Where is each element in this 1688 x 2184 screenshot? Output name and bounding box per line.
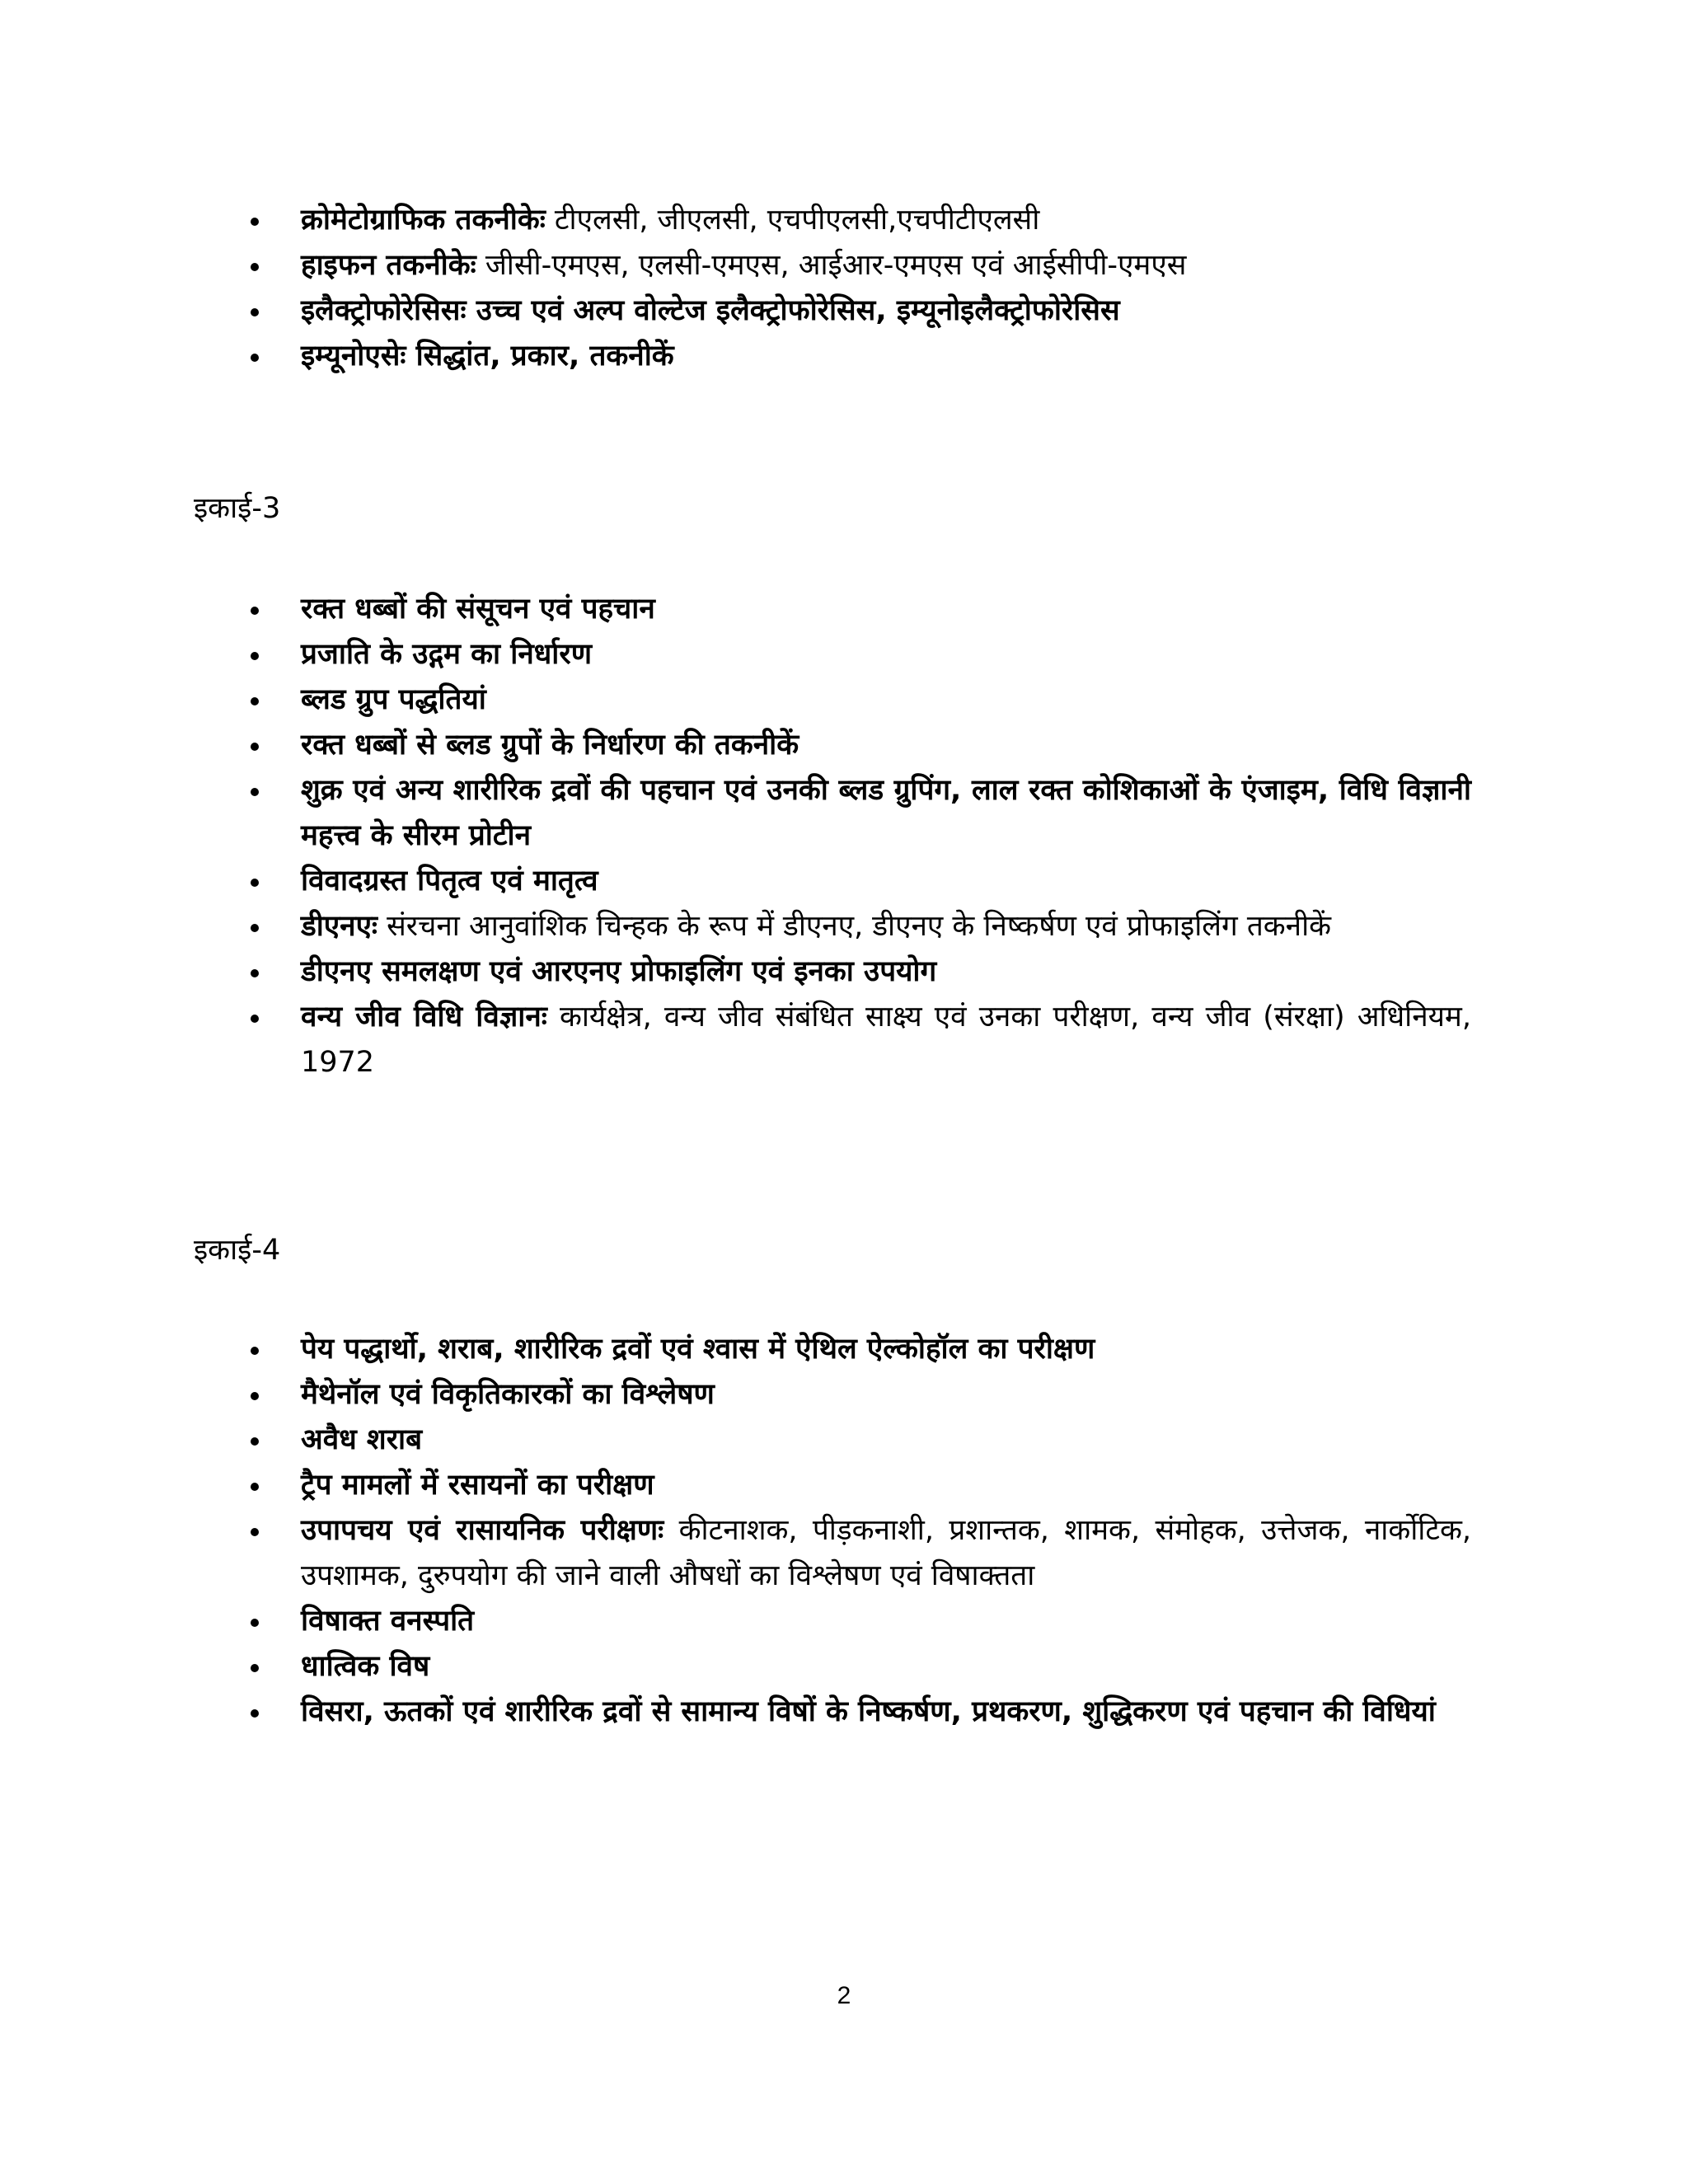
bullet-icon bbox=[251, 607, 259, 615]
list-item bbox=[0, 632, 1471, 677]
unit-4-list bbox=[0, 1327, 1688, 1735]
bullet-icon bbox=[251, 218, 259, 226]
list-item bbox=[0, 1463, 1471, 1508]
item-bold-text: मैथेनॉल एवं विकृतिकारकों का विश्लेषण bbox=[301, 1378, 715, 1411]
item-bold-text: पेय पद्धार्थो, शराब, शारीरिक द्रवों एवं श्वास में ऐथिल ऐल्कोहॉल का परीक्षण bbox=[301, 1333, 1095, 1366]
item-bold-text: विषाक्त वनस्पति bbox=[301, 1605, 475, 1638]
list-item bbox=[0, 1599, 1471, 1644]
bullet-icon bbox=[251, 1709, 259, 1718]
item-bold-text: डीएनएः bbox=[301, 910, 377, 943]
unit-3-heading: इकाई-3 bbox=[194, 492, 281, 525]
list-item bbox=[0, 768, 1471, 859]
list-item bbox=[0, 198, 1471, 243]
list-item bbox=[0, 949, 1471, 995]
bullet-icon bbox=[251, 354, 259, 362]
item-bold-text: हाइफन तकनीकेः bbox=[301, 249, 476, 282]
bullet-icon bbox=[251, 743, 259, 751]
list-item bbox=[0, 1418, 1471, 1463]
list-item bbox=[0, 334, 1471, 379]
bullet-icon bbox=[251, 969, 259, 977]
item-text: संरचना आनुवांशिक चिन्हक के रूप में डीएनए, डीएनए के निष्कर्षण एवं प्रोफाइलिंग तकनीकें bbox=[377, 910, 1332, 943]
bullet-icon bbox=[251, 1392, 259, 1400]
list-item bbox=[0, 1508, 1471, 1599]
item-text: कार्यक्षेत्र, वन्य जीव संबंधित साक्ष्य एवं उनका परीक्षण, वन्य जीव (संरक्षा) अधिनियम, 1972 bbox=[301, 1001, 1471, 1079]
item-bold-text: धात्विक विष bbox=[301, 1650, 430, 1683]
bullet-icon bbox=[251, 1015, 259, 1023]
bullet-icon bbox=[251, 1483, 259, 1491]
list-item bbox=[0, 587, 1471, 632]
list-item bbox=[0, 995, 1471, 1085]
item-text: जीसी-एमएस, एलसी-एमएस, आईआर-एमएस एवं आईसीपी-एमएस bbox=[476, 249, 1187, 282]
unit-4-heading: इकाई-4 bbox=[194, 1234, 281, 1267]
list-item bbox=[0, 1690, 1471, 1735]
unit-3-list bbox=[0, 587, 1688, 1085]
bullet-icon bbox=[251, 788, 259, 796]
list-item bbox=[0, 1372, 1471, 1418]
item-bold-text: डीएनए समलक्षण एवं आरएनए प्रोफाइलिंग एवं इनका उपयोग bbox=[301, 955, 937, 988]
item-bold-text: इम्यूनोएसेः सिद्धांत, प्रकार, तकनीकें bbox=[301, 340, 674, 373]
bullet-icon bbox=[251, 1664, 259, 1672]
item-bold-text: शुक्र एवं अन्य शारीरिक द्रवों की पहचान एवं उनकी ब्लड ग्रुपिंग, लाल रक्त कोशिकाओं के एंजाइम, विधि विज्ञानी महत्त्व के सीरम प्रोटीन bbox=[301, 774, 1471, 852]
item-bold-text: विवादग्रस्त पितृत्व एवं मातृत्व bbox=[301, 865, 598, 898]
bullet-icon bbox=[251, 879, 259, 887]
techniques-list bbox=[0, 198, 1688, 379]
bullet-icon bbox=[251, 1347, 259, 1355]
item-bold-text: उपापचय एवं रासायनिक परीक्षणः bbox=[301, 1514, 664, 1547]
item-bold-text: वन्य जीव विधि विज्ञानः bbox=[301, 1001, 547, 1033]
bullet-icon bbox=[251, 1437, 259, 1446]
list-item bbox=[0, 1327, 1471, 1372]
bullet-icon bbox=[251, 652, 259, 660]
item-text: टीएलसी, जीएलसी, एचपीएलसी,एचपीटीएलसी bbox=[545, 204, 1040, 237]
item-bold-text: रक्त धब्बों से ब्लड ग्रुपों के निर्धारण की तकनीकें bbox=[301, 729, 799, 762]
item-bold-text: क्रोमेटोग्राफिक तकनीकेः bbox=[301, 204, 546, 237]
bullet-icon bbox=[251, 1619, 259, 1627]
list-item bbox=[0, 723, 1471, 768]
page-number: 2 bbox=[837, 1982, 851, 2009]
list-item bbox=[0, 243, 1471, 288]
bullet-icon bbox=[251, 924, 259, 932]
list-item bbox=[0, 677, 1471, 723]
list-item bbox=[0, 288, 1471, 334]
item-bold-text: ब्लड ग्रुप पद्धतियां bbox=[301, 683, 486, 716]
list-item bbox=[0, 904, 1471, 949]
list-item bbox=[0, 1644, 1471, 1690]
item-bold-text: प्रजाति के उद्गम का निर्धारण bbox=[301, 638, 592, 671]
item-bold-text: ट्रैप मामलों में रसायनों का परीक्षण bbox=[301, 1469, 654, 1502]
bullet-icon bbox=[251, 263, 259, 271]
bullet-icon bbox=[251, 697, 259, 705]
item-text: कीटनाशक, पीड़कनाशी, प्रशान्तक, शामक, संमोहक, उत्तेजक, नार्कोटिक, उपशामक, दुरुपयोग की जाने वाली औषधों का विश्लेषण एवं विषाक्तता bbox=[301, 1514, 1471, 1592]
list-item bbox=[0, 859, 1471, 904]
item-bold-text: रक्त धब्बों की संसूचन एवं पहचान bbox=[301, 593, 655, 626]
bullet-icon bbox=[251, 1528, 259, 1536]
item-bold-text: अवैध शराब bbox=[301, 1423, 423, 1456]
item-bold-text: इलैक्ट्रोफोरेसिसः उच्च एवं अल्प वोल्टेज इलैक्ट्रोफोरेसिस, इम्यूनोइलैक्ट्रोफोरेसिस bbox=[301, 294, 1120, 327]
item-bold-text: विसरा, ऊतकों एवं शारीरिक द्रवों से सामान्य विषों के निष्कर्षण, प्रथकरण, शुद्धिकरण एवं पहचान की विधियां bbox=[301, 1695, 1436, 1728]
bullet-icon bbox=[251, 308, 259, 316]
